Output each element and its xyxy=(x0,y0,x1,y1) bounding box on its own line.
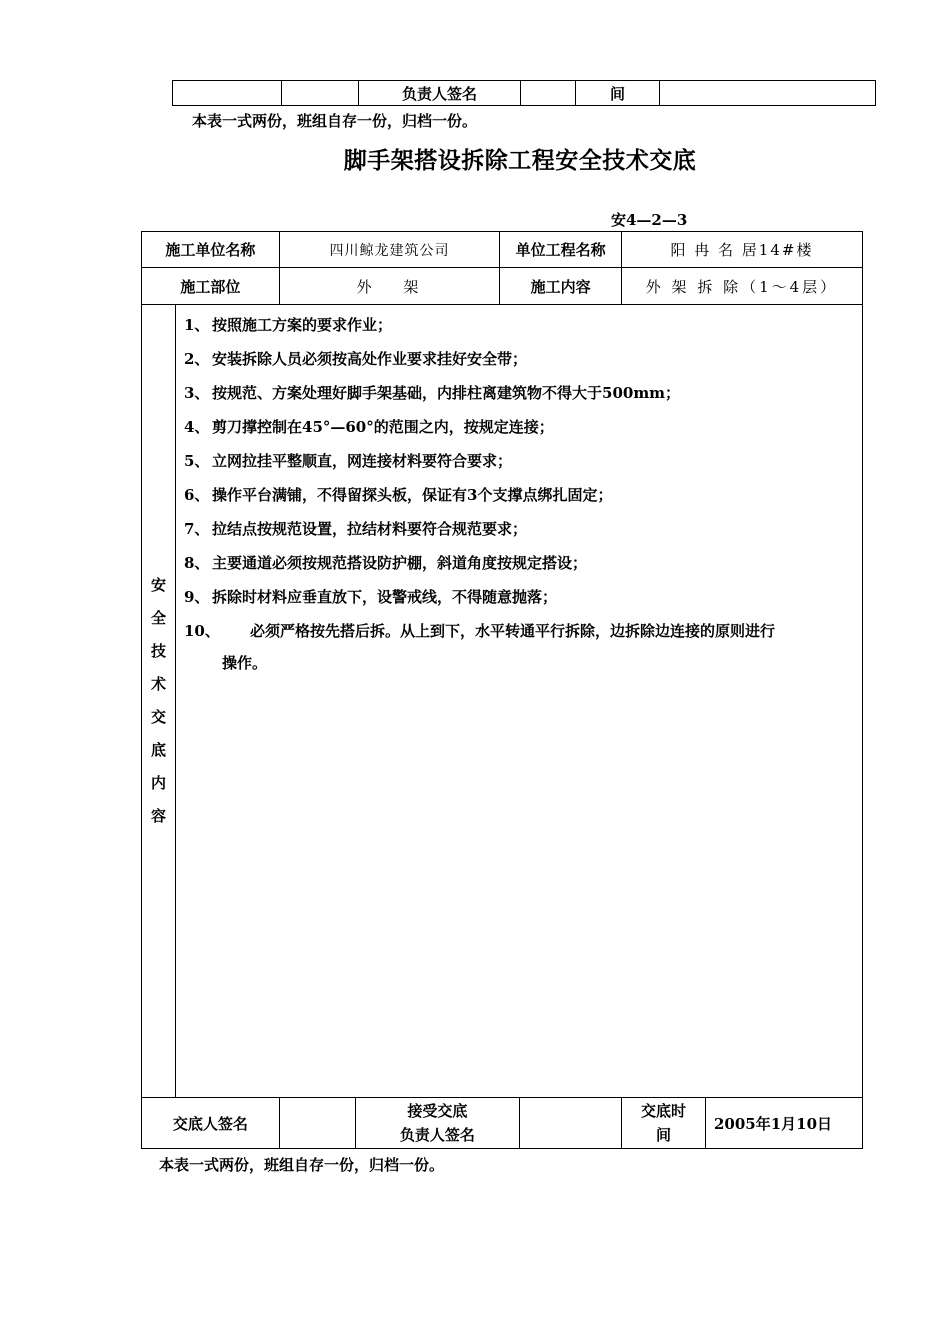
blank-cell xyxy=(660,81,876,106)
unit-label: 施工单位名称 xyxy=(142,232,280,268)
sign-label-cell: 负责人签名 xyxy=(359,81,521,106)
list-item: 10、 必须严格按先搭后拆。从上到下，水平转通平行拆除，边拆除边连接的原则进行 xyxy=(184,622,776,640)
list-item: 7、 拉结点按规范设置，拉结材料要符合规范要求； xyxy=(184,520,528,538)
list-item: 1、 按照施工方案的要求作业； xyxy=(184,316,393,334)
time-label: 交底时 间 xyxy=(621,1098,705,1149)
previous-form-sign-row xyxy=(172,80,876,106)
list-item: 3、 按规范、方案处理好脚手架基础，内排柱离建筑物不得大于500mm； xyxy=(184,384,681,402)
discloser-signature-cell xyxy=(279,1098,355,1149)
list-item: 5、 立网拉挂平整顺直，网连接材料要符合要求； xyxy=(184,452,513,470)
copy-note-bottom: 本表一式两份，班组自存一份，归档一份。 xyxy=(159,1156,445,1174)
project-label: 单位工程名称 xyxy=(500,232,622,268)
section-label: 安 全 技 术 交 底 内 容 xyxy=(142,305,176,1098)
project-value: 阳 冉 名 居14#楼 xyxy=(621,232,862,268)
blank-cell xyxy=(173,81,282,106)
disclosure-date: 2005年1月10日 xyxy=(705,1098,862,1149)
time-label-cell: 间 xyxy=(576,81,660,106)
list-item: 4、 剪刀撑控制在45°—60°的范围之内，按规定连接； xyxy=(184,418,554,436)
content-value: 外 架 拆 除（1～4层） xyxy=(621,268,862,305)
list-item: 2、 安装拆除人员必须按高处作业要求挂好安全带； xyxy=(184,350,528,368)
list-item: 8、 主要通道必须按规范搭设防护棚，斜道角度按规定搭设； xyxy=(184,554,588,572)
content-label: 施工内容 xyxy=(500,268,622,305)
receiver-signature-cell xyxy=(519,1098,621,1149)
document-title: 脚手架搭设拆除工程安全技术交底 xyxy=(343,147,697,174)
receiver-label: 接受交底 负责人签名 xyxy=(355,1098,519,1149)
disclosure-form xyxy=(141,231,863,1149)
copy-note-top: 本表一式两份，班组自存一份，归档一份。 xyxy=(192,112,478,130)
list-item-continuation: 操作。 xyxy=(222,654,268,672)
form-code: 安4—2—3 xyxy=(611,211,688,229)
safety-content-cell xyxy=(176,305,863,1098)
blank-cell xyxy=(282,81,359,106)
blank-cell xyxy=(521,81,576,106)
unit-value: 四川鲸龙建筑公司 xyxy=(279,232,500,268)
list-item: 9、 拆除时材料应垂直放下，设警戒线，不得随意抛落； xyxy=(184,588,558,606)
part-label: 施工部位 xyxy=(142,268,280,305)
list-item: 6、 操作平台满铺，不得留探头板，保证有3个支撑点绑扎固定； xyxy=(184,486,613,504)
part-value: 外 架 xyxy=(279,268,500,305)
discloser-label: 交底人签名 xyxy=(142,1098,280,1149)
